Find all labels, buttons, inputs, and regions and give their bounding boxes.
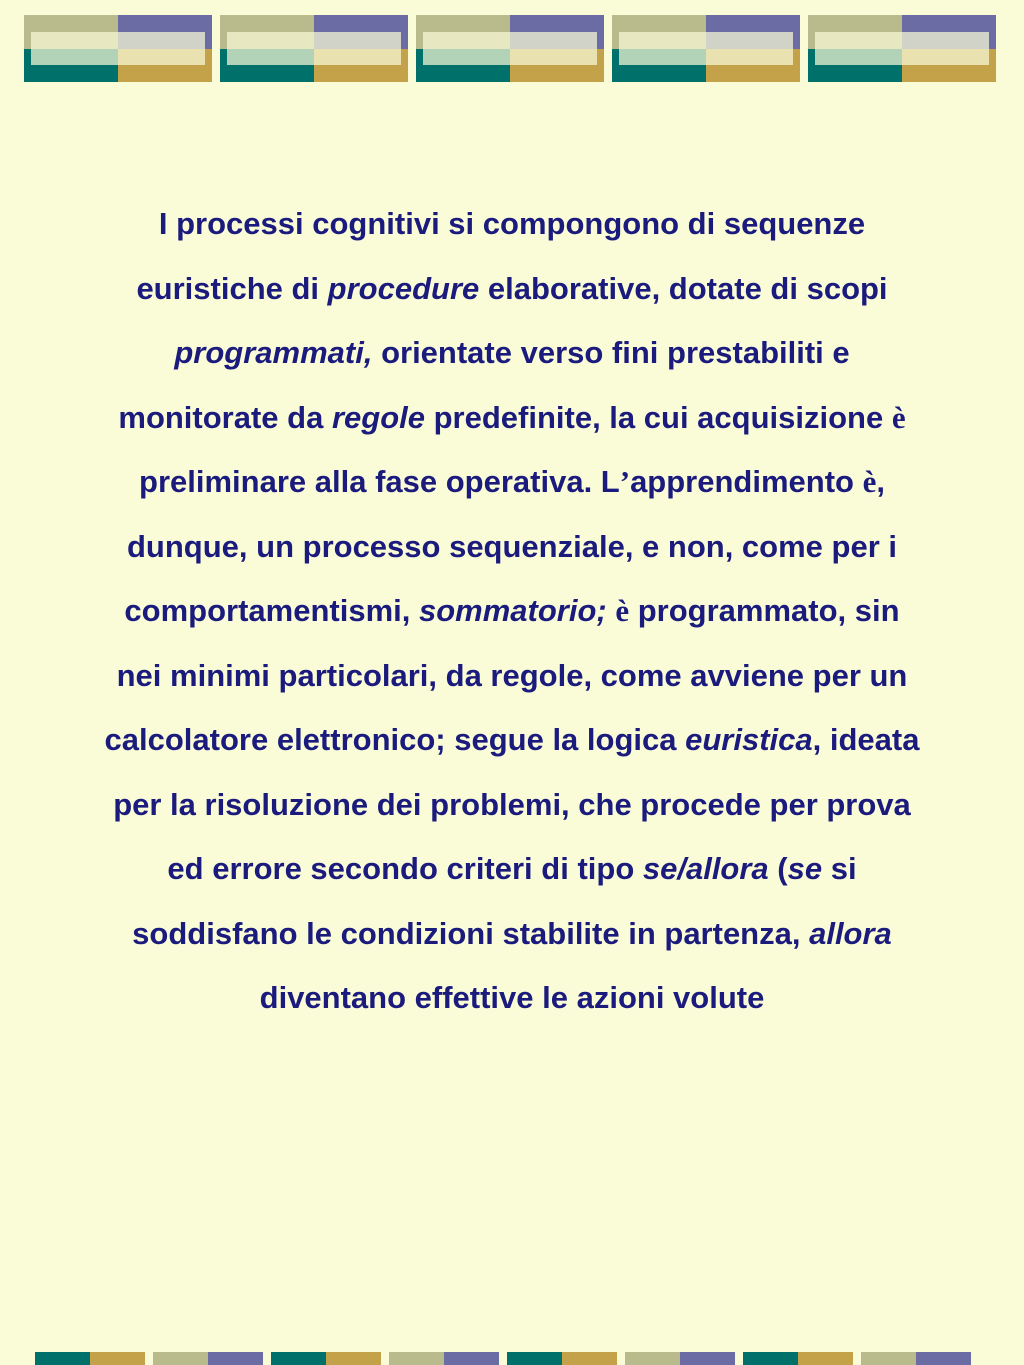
text-run: , ideata: [812, 722, 920, 757]
footer-segment: [153, 1352, 208, 1365]
footer-segment: [326, 1352, 381, 1365]
emphasis-programmati: programmati,: [174, 335, 373, 370]
text-run-serif: è: [862, 464, 877, 499]
footer-segment: [35, 1352, 90, 1365]
text-line-4: [10, 386, 1014, 451]
footer-segment: [743, 1352, 798, 1365]
text-run: calcolatore elettronico; segue la logica: [104, 722, 686, 757]
emphasis-se-allora: se/allora: [642, 851, 769, 886]
tile-stripe: [31, 32, 205, 65]
text-run: predefinite, la cui acquisizione: [425, 399, 892, 435]
text-line-5: [10, 450, 1014, 515]
text-line-1: I processi cognitivi si compongono di sequenze: [158, 206, 866, 241]
emphasis-sommatorio: sommatorio;: [418, 593, 607, 628]
footer-segment: [562, 1352, 617, 1365]
tile-stripe: [423, 32, 597, 65]
text-run: monitorate da: [118, 399, 332, 435]
header-tile: [612, 15, 800, 82]
emphasis-se: se: [787, 851, 823, 886]
footer-segment: [680, 1352, 735, 1365]
footer-segment: [861, 1352, 916, 1365]
text-run: (: [768, 851, 788, 886]
emphasis-euristica: euristica: [685, 722, 813, 757]
text-line-11: [10, 837, 1014, 902]
footer-segment: [798, 1352, 853, 1365]
text-line-9: [10, 708, 1014, 773]
header-tile: [808, 15, 996, 82]
apostrophe: ’: [619, 464, 631, 499]
text-run: preliminare alla fase operativa. L: [139, 464, 620, 499]
text-run: orientate verso fini prestabiliti e: [372, 335, 850, 370]
tile-stripe: [227, 32, 401, 65]
footer-segment: [208, 1352, 263, 1365]
text-run: soddisfano le condizioni stabilite in partenza,: [132, 915, 810, 951]
text-run: ,: [876, 464, 885, 499]
text-line-12: [10, 902, 1014, 967]
emphasis-procedure: procedure: [327, 270, 480, 306]
text-line-7: [10, 579, 1014, 644]
footer-segment: [389, 1352, 444, 1365]
footer-segment: [507, 1352, 562, 1365]
tile-stripe: [619, 32, 793, 65]
text-line-10: per la risoluzione dei problemi, che procede per prova: [113, 786, 911, 822]
text-line-8: nei minimi particolari, da regole, come avviene per un: [116, 657, 908, 693]
text-run-serif: è: [891, 399, 906, 435]
footer-segment: [916, 1352, 971, 1365]
text-line-6: dunque, un processo sequenziale, e non, come per i: [127, 528, 897, 564]
tile-stripe: [815, 32, 989, 65]
top-decorative-band: [0, 0, 1024, 90]
header-tile: [24, 15, 212, 82]
footer-segment: [444, 1352, 499, 1365]
emphasis-regole: regole: [331, 399, 425, 435]
text-run: elaborative, dotate di scopi: [479, 270, 888, 306]
header-tile: [220, 15, 408, 82]
text-run: si: [822, 851, 857, 886]
text-line-3: [10, 321, 1014, 386]
text-run: apprendimento: [630, 464, 863, 499]
text-run: ed errore secondo criteri di tipo: [167, 851, 643, 886]
text-run: comportamentismi,: [124, 593, 419, 628]
footer-segment: [625, 1352, 680, 1365]
bottom-decorative-band: [0, 1352, 1024, 1365]
emphasis-allora: allora: [809, 915, 892, 951]
text-line-13: diventano effettive le azioni volute: [259, 980, 765, 1015]
text-line-2: [10, 257, 1014, 322]
header-tile: [416, 15, 604, 82]
footer-segment: [90, 1352, 145, 1365]
text-run: euristiche di: [136, 270, 328, 306]
text-run: programmato, sin: [629, 593, 900, 628]
text-run-serif: è: [615, 593, 630, 628]
footer-segment: [271, 1352, 326, 1365]
main-paragraph: [10, 192, 1014, 1031]
